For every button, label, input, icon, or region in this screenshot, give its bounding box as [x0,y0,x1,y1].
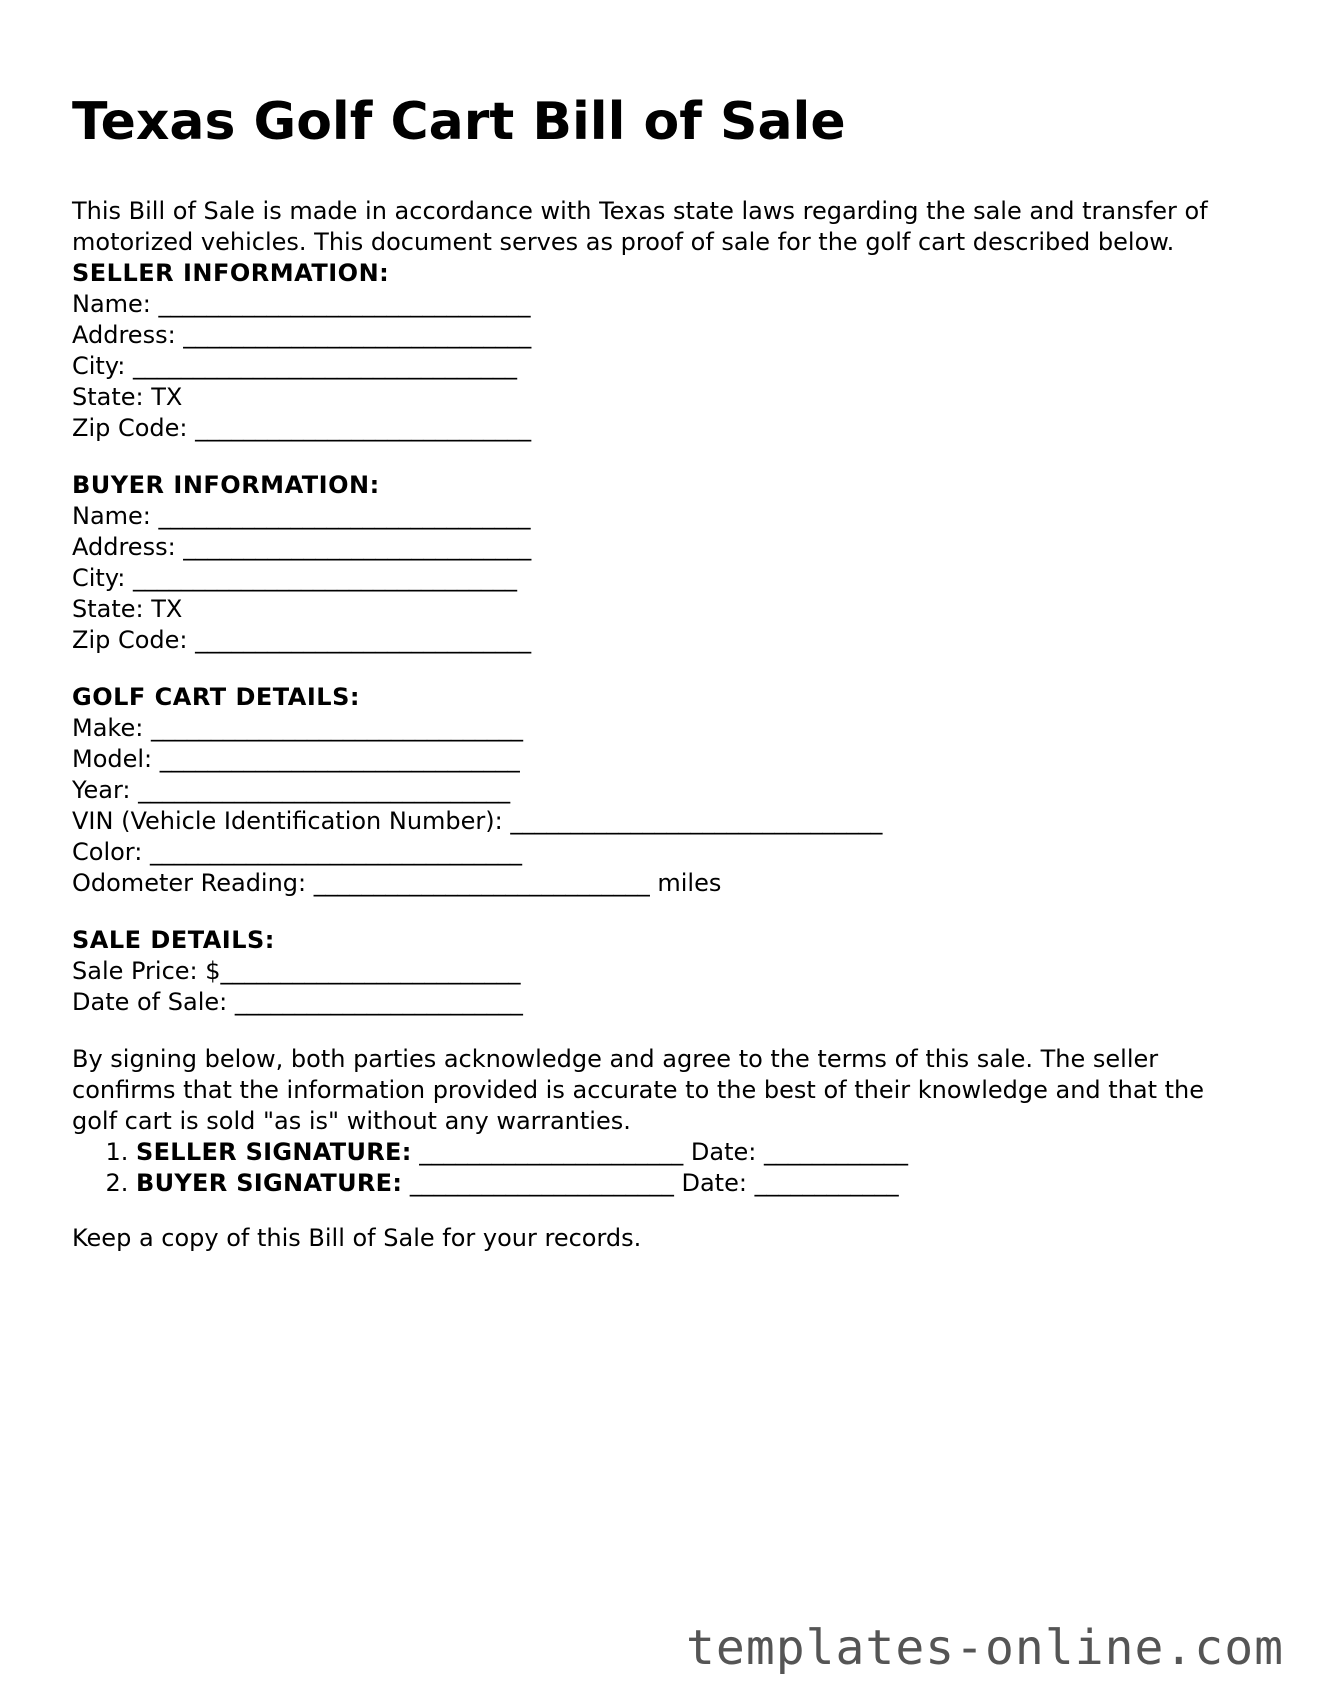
buyer-signature-label: BUYER SIGNATURE: [136,1169,403,1197]
signature-list [72,1137,1252,1199]
cart-odometer-field: Odometer Reading: ____________________________ miles [72,869,722,897]
seller-zip-field: Zip Code: ____________________________ [72,414,532,442]
cart-model-field: Model: ______________________________ [72,745,520,773]
seller-signature-label: SELLER SIGNATURE: [136,1138,412,1166]
sale-price-field: Sale Price: $_________________________ [72,957,521,985]
buyer-address-field: Address: _____________________________ [72,533,532,561]
seller-state-field: State: TX [72,383,183,411]
buyer-city-field: City: ________________________________ [72,564,518,592]
buyer-state-field: State: TX [72,595,183,623]
seller-city-field: City: ________________________________ [72,352,518,380]
seller-signature-item [136,1137,1252,1168]
seller-heading: SELLER INFORMATION: [72,259,390,287]
cart-details-section [72,682,1252,899]
document-title: Texas Golf Cart Bill of Sale [72,92,846,152]
closing-paragraph: By signing below, both parties acknowledge and agree to the terms of this sale. The seller confirms that the information provided is accurate to the best of their knowledge and that the golf cart is sold "as is" without any warranties. [72,1045,1205,1135]
seller-signature-line: ______________________ Date: ____________ [411,1138,908,1166]
document-page [72,90,1252,1254]
footer-note: Keep a copy of this Bill of Sale for your records. [72,1224,642,1252]
seller-name-field: Name: _______________________________ [72,290,531,318]
cart-vin-field: VIN (Vehicle Identification Number): _______________________________ [72,807,883,835]
cart-details-heading: GOLF CART DETAILS: [72,683,360,711]
intro-paragraph: This Bill of Sale is made in accordance with Texas state laws regarding the sale and transfer of motorized vehicles. This document serves as proof of sale for the golf cart described below. [72,197,1208,256]
buyer-signature-line: ______________________ Date: ____________ [402,1169,899,1197]
sale-date-field: Date of Sale: ________________________ [72,988,523,1016]
buyer-name-field: Name: _______________________________ [72,502,531,530]
buyer-signature-item [136,1168,1252,1199]
cart-year-field: Year: _______________________________ [72,776,511,804]
buyer-section [72,470,1252,656]
sale-details-section [72,925,1252,1018]
buyer-zip-field: Zip Code: ____________________________ [72,626,532,654]
seller-address-field: Address: _____________________________ [72,321,532,349]
watermark: templates-online.com [686,1620,1284,1676]
cart-color-field: Color: _______________________________ [72,838,522,866]
cart-make-field: Make: _______________________________ [72,714,523,742]
seller-section [72,258,1252,444]
buyer-heading: BUYER INFORMATION: [72,471,380,499]
sale-details-heading: SALE DETAILS: [72,926,275,954]
